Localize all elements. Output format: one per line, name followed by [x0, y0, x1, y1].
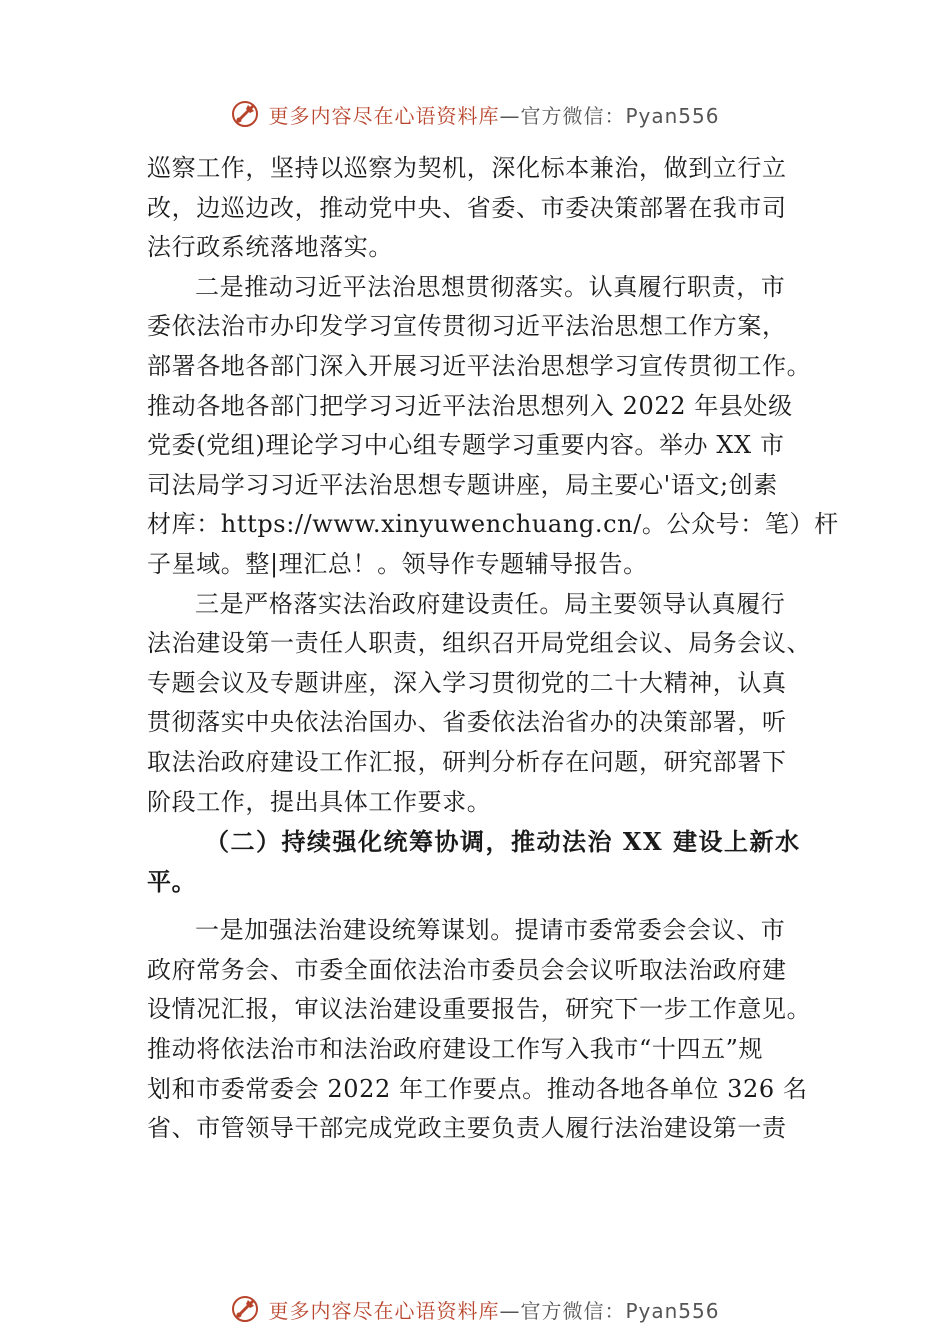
text-line: 三是严格落实法治政府建设责任。局主要领导认真履行 [195, 589, 786, 618]
section-heading [147, 822, 822, 901]
banner-main-text: 更多内容尽在心语资料库 [268, 103, 500, 128]
text-line: 贯彻落实中央依法治国办、省委依法治省办的决策部署，听 [147, 708, 787, 737]
text-line: 阶段工作，提出具体工作要求。 [147, 787, 492, 816]
text-line: 取法治政府建设工作汇报，研判分析存在问题，研究部署下 [147, 747, 787, 776]
text-line: 推动将依法治市和法治政府建设工作写入我市“十四五”规 [147, 1035, 764, 1064]
text-line: 司法局学习习近平法治思想专题讲座，局主要心'语文;创素 [147, 470, 778, 499]
banner-tail-text: —官方微信：Pyan556 [499, 1298, 720, 1323]
text-line: 改，边巡边改，推动党中央、省委、市委决策部署在我市司 [147, 193, 787, 222]
text-line: 二是推动习近平法治思想贯彻落实。认真履行职责，市 [195, 272, 786, 301]
text-line: 政府常务会、市委全面依法治市委员会会议听取法治政府建 [147, 955, 787, 984]
text-line: （二）持续强化统筹协调，推动法治 XX 建设上新水 [205, 827, 801, 857]
text-line: 法行政系统落地落实。 [147, 233, 393, 262]
text-line: 党委(党组)理论学习中心组专题学习重要内容。举办 XX 市 [147, 431, 785, 460]
document-body [147, 149, 839, 1149]
text-line: 划和市委常委会 2022 年工作要点。推动各地各单位 326 名 [147, 1074, 808, 1103]
text-line: 一是加强法治建设统筹谋划。提请市委常委会会议、市 [195, 916, 786, 945]
text-line: 部署各地各部门深入开展习近平法治思想学习宣传贯彻工作。 [147, 351, 812, 380]
text-line: 材库：https://www.xinyuwenchuang.cn/。公众号：笔）杆 [147, 510, 839, 539]
paragraph [147, 585, 822, 823]
banner-tail-text: —官方微信：Pyan556 [499, 103, 720, 128]
brush-logo-icon [230, 1294, 260, 1324]
text-line: 推动各地各部门把学习习近平法治思想列入 2022 年县处级 [147, 391, 793, 420]
text-line: 平。 [147, 866, 197, 896]
paragraph [147, 268, 839, 585]
header-banner [0, 94, 950, 134]
text-line: 法治建设第一责任人职责，组织召开局党组会议、局务会议、 [147, 629, 812, 658]
text-line: 子星域。整|理汇总！。领导作专题辅导报告。 [147, 549, 648, 578]
text-line: 专题会议及专题讲座，深入学习贯彻党的二十大精神，认真 [147, 668, 787, 697]
text-line: 省、市管领导干部完成党政主要负责人履行法治建设第一责 [147, 1114, 787, 1143]
text-line: 委依法治市办印发学习宣传贯彻习近平法治思想工作方案， [147, 312, 787, 341]
banner-main-text: 更多内容尽在心语资料库 [268, 1298, 500, 1323]
paragraph [147, 911, 822, 1149]
text-line: 巡察工作，坚持以巡察为契机，深化标本兼治，做到立行立 [147, 154, 787, 182]
paragraph [147, 149, 822, 268]
text-line: 设情况汇报，审议法治建设重要报告，研究下一步工作意见。 [147, 995, 812, 1024]
footer-banner [0, 1289, 950, 1329]
brush-logo-icon [230, 99, 260, 129]
